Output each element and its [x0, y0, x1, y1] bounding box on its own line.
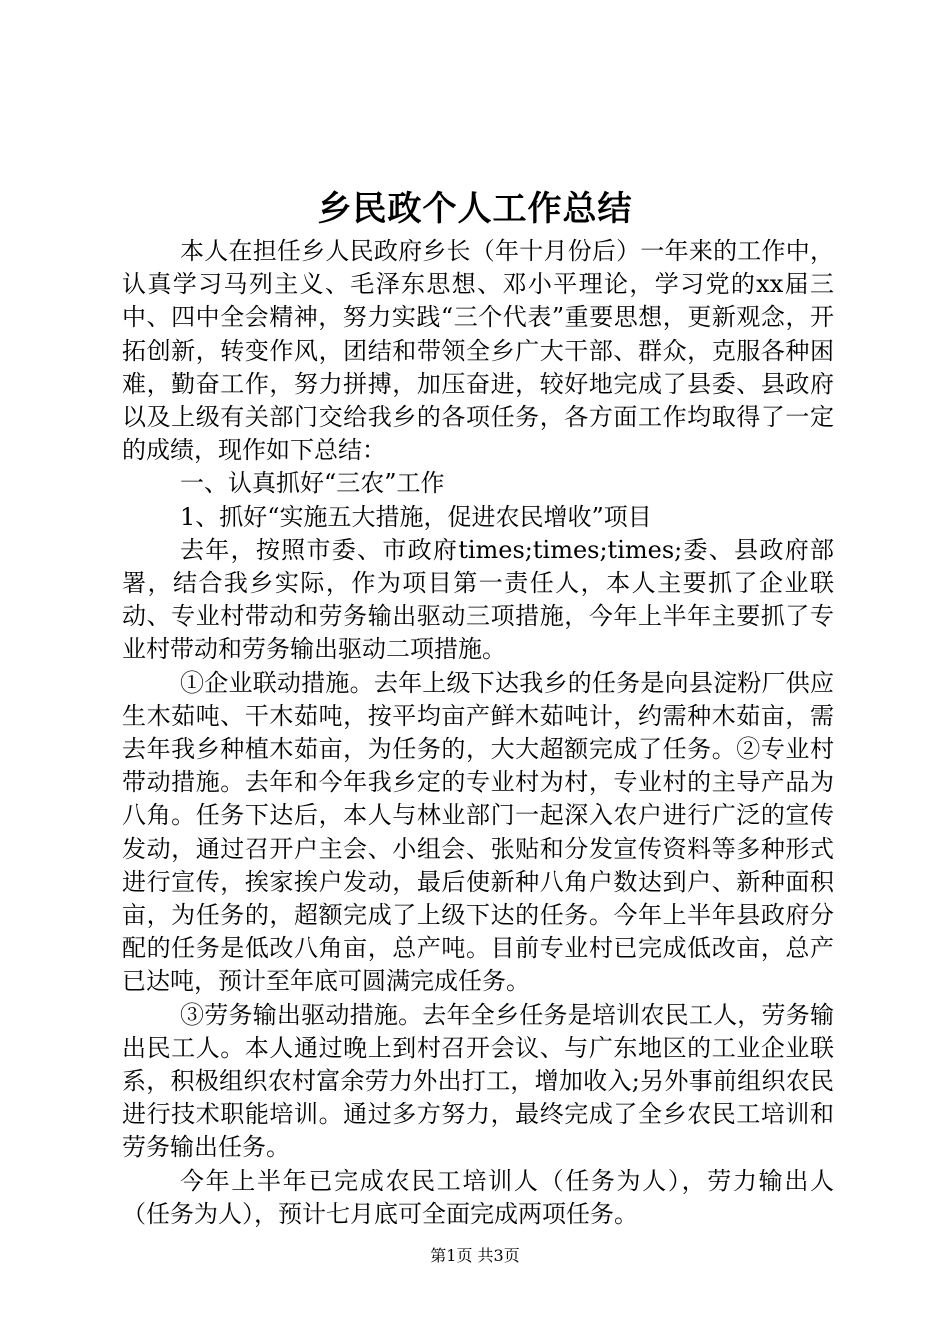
- paragraph-labor: ③劳务输出驱动措施。去年全乡任务是培训农民工人，劳务输出民工人。本人通过晚上到村召开会议、与广东地区的工业企业联系，积极组织农村富余劳力外出打工，增加收入;另外事前组织农民进行技术职能培训。通过多方努力，最终完成了全乡农民工培训和劳务输出任务。: [122, 1000, 834, 1162]
- subsection-heading: 1、抓好“实施五大措施，促进农民增收”项目: [180, 502, 652, 531]
- section-heading: 一、认真抓好“三农”工作: [180, 469, 445, 498]
- paragraph-progress: 今年上半年已完成农民工培训人（任务为人），劳力输出人（任务为人），预计七月底可全面完成两项任务。: [122, 1166, 834, 1228]
- paragraph-project: 去年，按照市委、市政府times;times;times;委、县政府部署，结合我乡实际，作为项目第一责任人，本人主要抓了企业联动、专业村带动和劳务输出驱动三项措施，今年上半年主要抓了专业村带动和劳务输出驱动二项措施。: [122, 535, 834, 664]
- paragraph-intro: 本人在担任乡人民政府乡长（年十月份后）一年来的工作中，认真学习马列主义、毛泽东思想、邓小平理论，学习党的xx届三中、四中全会精神，努力实践“三个代表”重要思想，更新观念，开拓创新，转变作风，团结和带领全乡广大干部、群众，克服各种困难，勤奋工作，努力拼搏，加压奋进，较好地完成了县委、县政府以及上级有关部门交给我乡的各项任务，各方面工作均取得了一定的成绩，现作如下总结：: [122, 237, 834, 465]
- document-body: [122, 235, 834, 1231]
- paragraph-measures: ①企业联动措施。去年上级下达我乡的任务是向县淀粉厂供应生木茹吨、干木茹吨，按平均亩产鲜木茹吨计，约需种木茹亩，需去年我乡种植木茹亩，为任务的，大大超额完成了任务。②专业村带动措施。去年和今年我乡定的专业村为村，专业村的主导产品为八角。任务下达后，本人与林业部门一起深入农户进行广泛的宣传发动，通过召开户主会、小组会、张贴和分发宣传资料等多种形式进行宣传，挨家挨户发动，最后使新种八角户数达到户、新种面积亩，为任务的，超额完成了上级下达的任务。今年上半年县政府分配的任务是低改八角亩，总产吨。目前专业村已完成低改亩，总产已达吨，预计至年底可圆满完成任务。: [122, 668, 834, 996]
- page-number: 第1页 共3页: [430, 1246, 520, 1265]
- document-title: 乡民政个人工作总结: [317, 189, 633, 229]
